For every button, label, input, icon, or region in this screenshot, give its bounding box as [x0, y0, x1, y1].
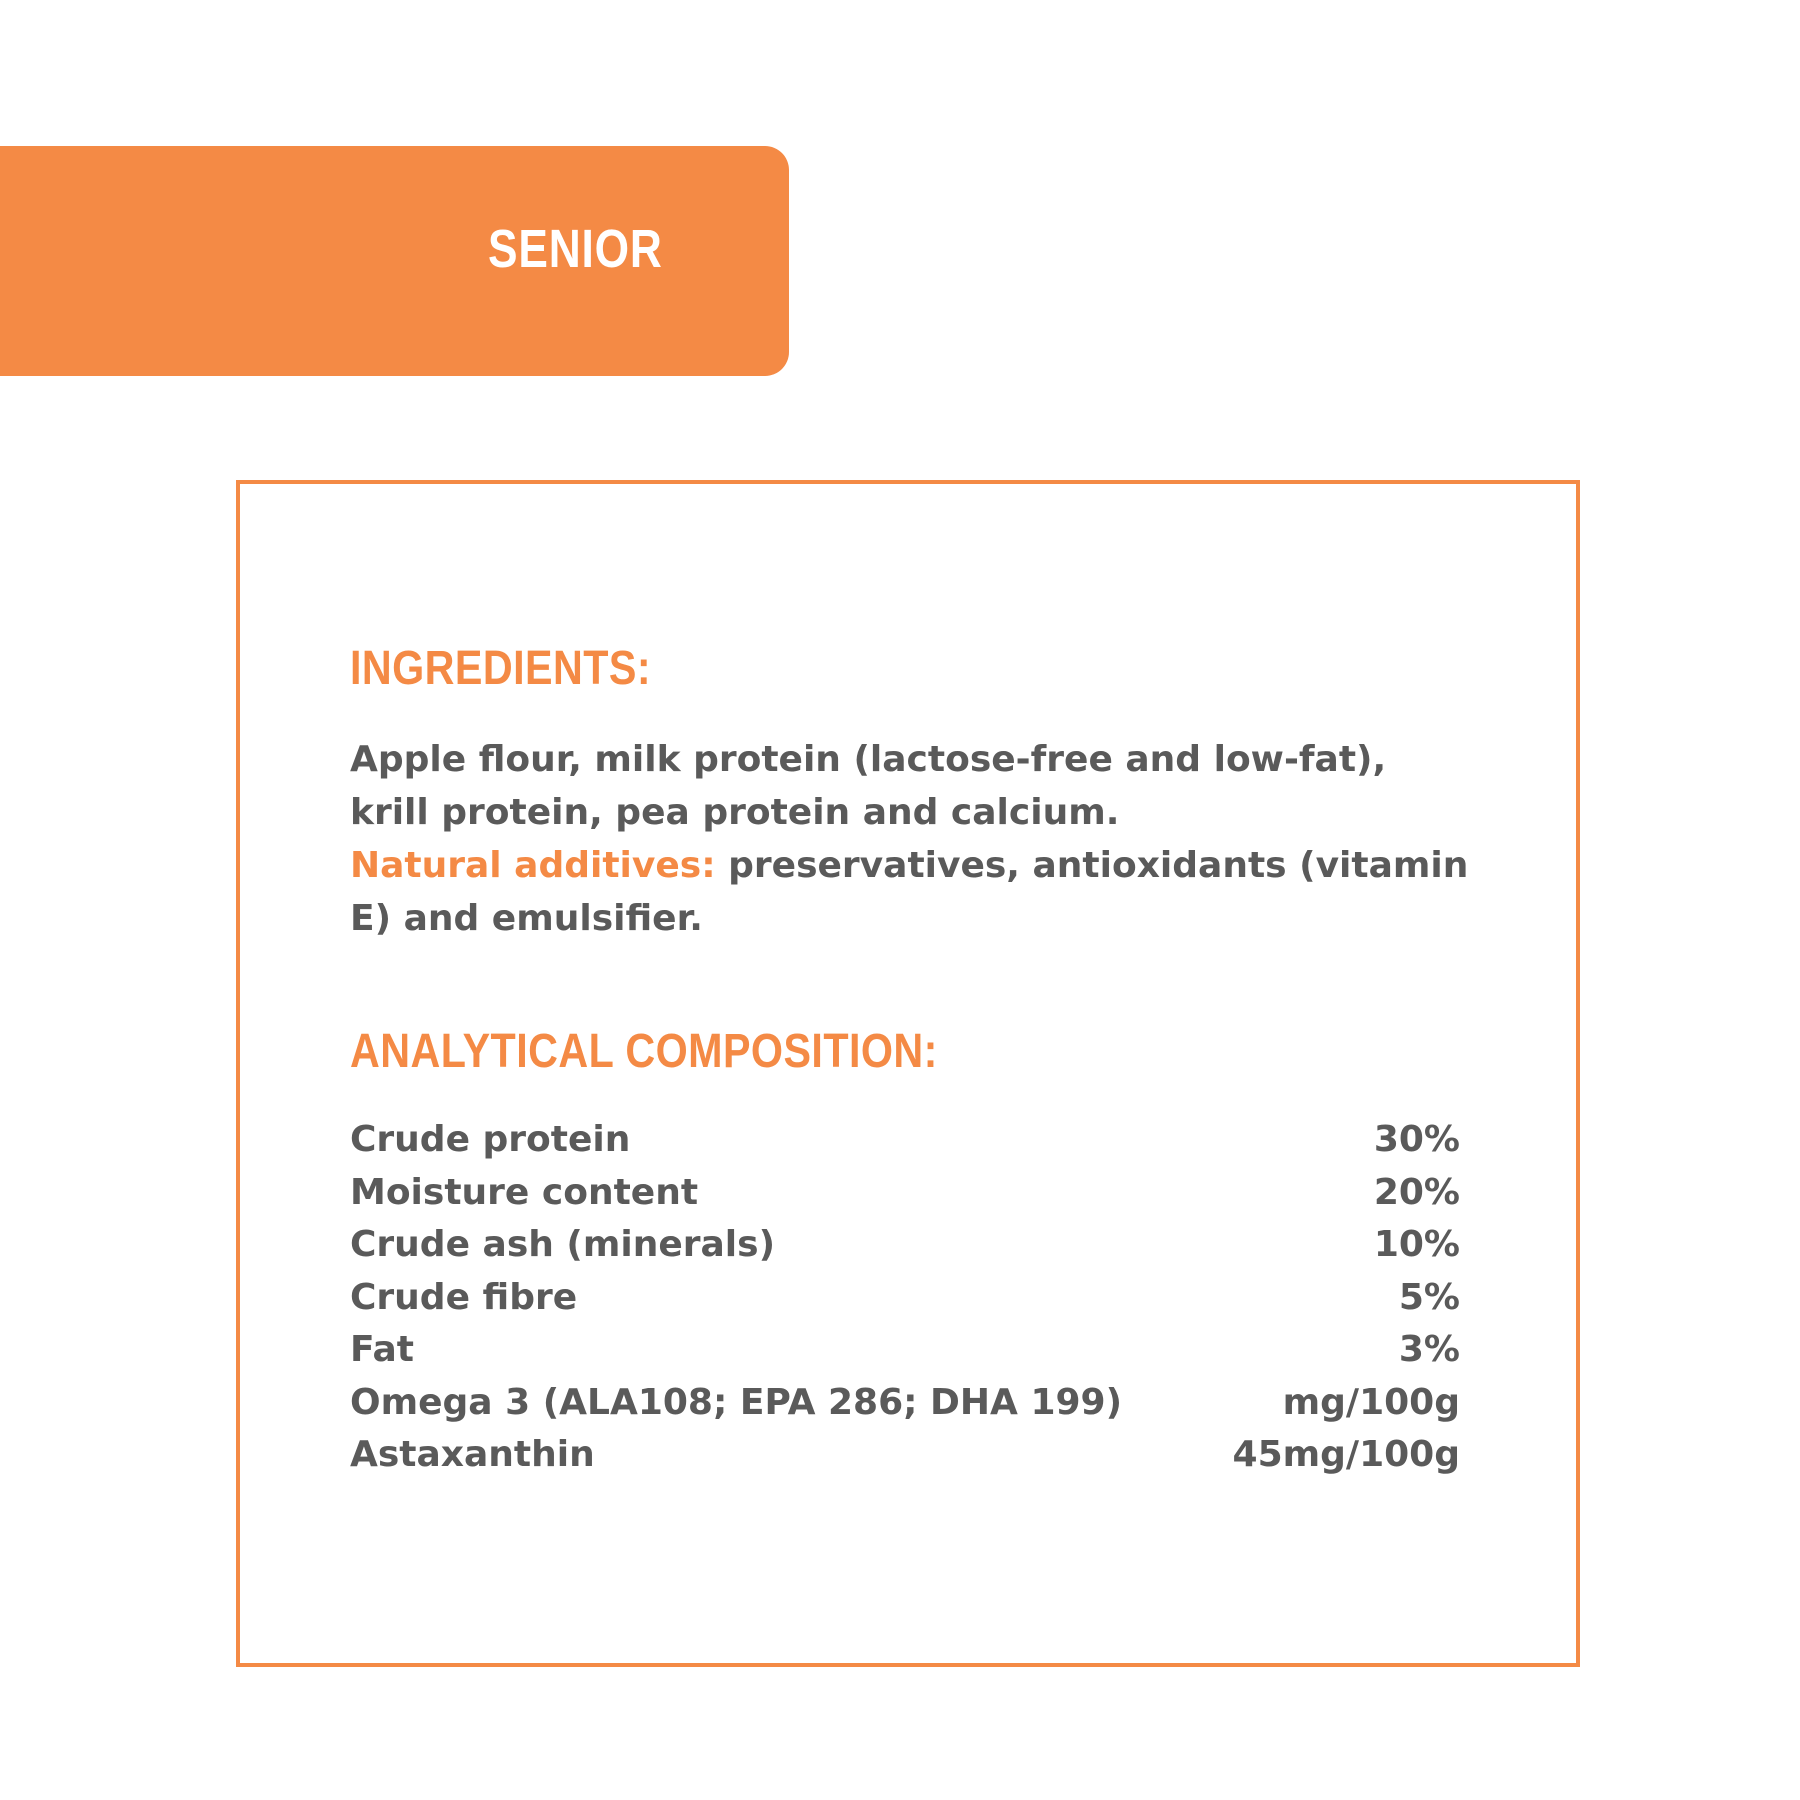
ingredients-text: Apple flour, milk protein (lactose-free and low-fat), krill protein, pea protein and calcium.: [350, 739, 1387, 833]
composition-name: Omega 3 (ALA108; EPA 286; DHA 199): [350, 1381, 1123, 1423]
composition-heading: ANALYTICAL COMPOSITION:: [350, 1025, 938, 1078]
composition-row: [350, 1167, 1460, 1220]
composition-row: [350, 1219, 1460, 1272]
composition-value: 30%: [1373, 1119, 1460, 1160]
composition-value: 45mg/100g: [1232, 1434, 1460, 1475]
composition-name: Crude protein: [350, 1119, 631, 1160]
category-tab: [0, 146, 789, 376]
composition-value: 5%: [1398, 1276, 1460, 1318]
additives-text: preservatives, antioxidants (vitamin E) and emulsifier.: [350, 845, 1469, 939]
composition-row: [350, 1429, 1460, 1482]
composition-name: Crude ash (minerals): [350, 1224, 776, 1265]
composition-table: [350, 1114, 1460, 1482]
composition-row: [350, 1377, 1460, 1430]
composition-name: Moisture content: [350, 1171, 699, 1213]
composition-row: [350, 1324, 1460, 1377]
composition-row: [350, 1114, 1460, 1167]
composition-name: Fat: [350, 1329, 414, 1370]
composition-name: Crude fibre: [350, 1276, 578, 1318]
composition-value: 10%: [1373, 1224, 1460, 1265]
composition-row: [350, 1272, 1460, 1325]
composition-value: mg/100g: [1282, 1381, 1460, 1423]
composition-name: Astaxanthin: [350, 1434, 595, 1475]
panel-content: [350, 642, 1469, 1482]
composition-value: 20%: [1373, 1171, 1460, 1213]
composition-value: 3%: [1398, 1329, 1460, 1370]
tab-label: SENIOR: [488, 219, 663, 279]
ingredients-text-block: [350, 733, 1470, 945]
ingredients-heading: INGREDIENTS:: [350, 642, 652, 695]
additives-label: Natural additives:: [350, 845, 716, 886]
